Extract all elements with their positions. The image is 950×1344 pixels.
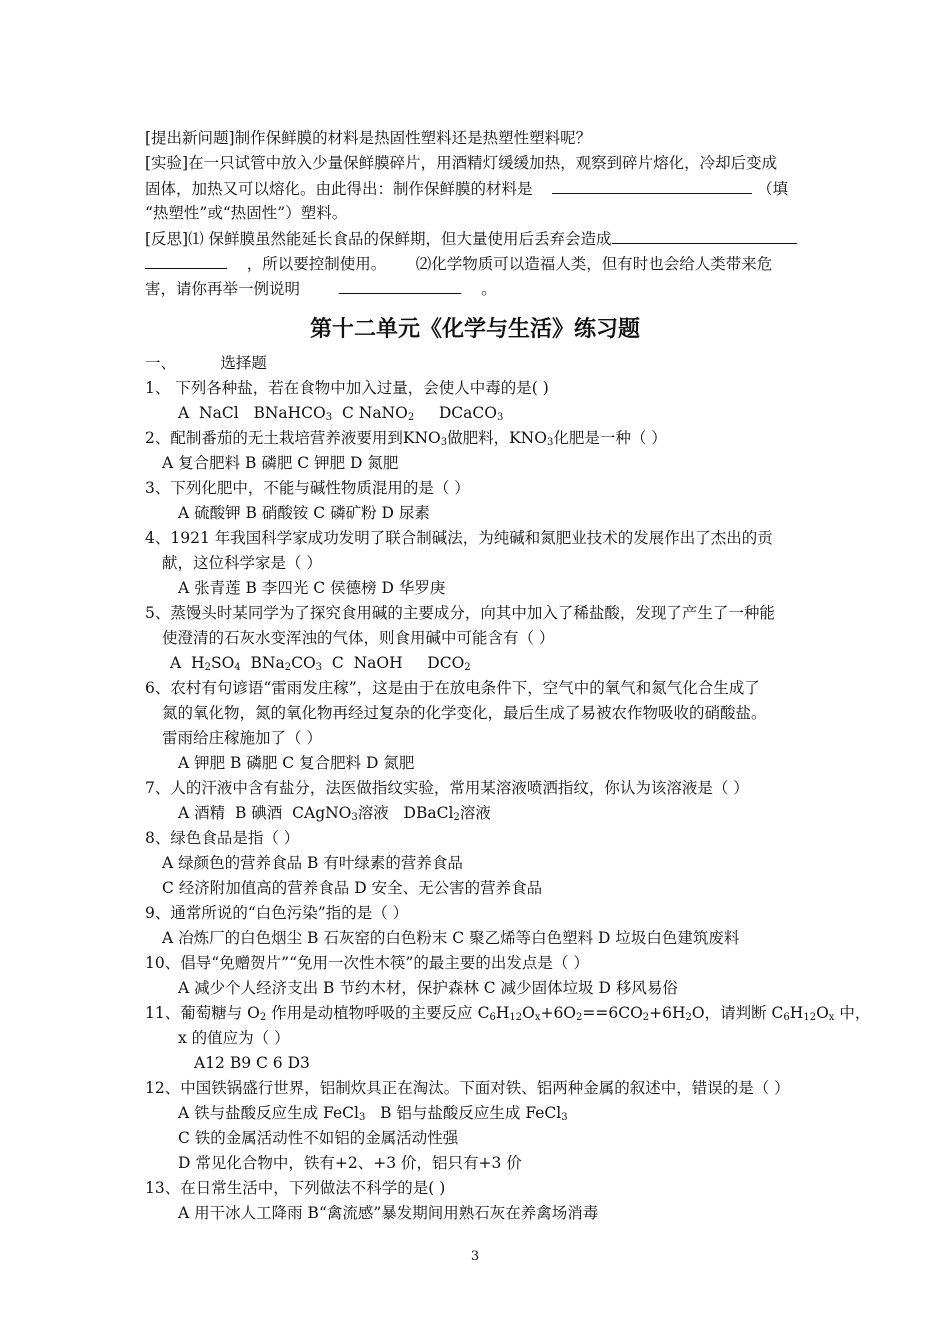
question-7: 7、人的汗液中含有盐分，法医做指纹实验，常用某溶液喷洒指纹，你认为该溶液是（ ） — [145, 779, 749, 797]
question-10: 10、倡导“免赠贺片”“免用一次性木筷”的最主要的出发点是（ ） — [145, 954, 589, 972]
intro-line-3: 固体，加热又可以熔化。由此得出：制作保鲜膜的材料是 （填 — [145, 180, 789, 198]
intro-line-2: [实验]在一只试管中放入少量保鲜膜碎片，用酒精灯缓缓加热，观察到碎片熔化，冷却后变成 — [145, 154, 778, 172]
question-2: 2、配制番茄的无土栽培营养液要用到$KNO_3$做肥料，$KNO_3$化肥是一种（ ） — [145, 429, 667, 448]
question-8-options-1: A 绿颜色的营养食品 B 有叶绿素的营养食品 — [162, 854, 463, 872]
question-11: 11、葡萄糖与 $O_2$ 作用是动植物呼吸的主要反应 $C_6H_{12}O_x+6O_2==6CO_2+6H_2O$，请判断 $C_6H_{12}O_x$ 中， — [145, 1004, 871, 1023]
answer-blank[interactable] — [612, 228, 797, 244]
question-6-cont-2: 雷雨给庄稼施加了（ ） — [162, 729, 322, 747]
question-6-options: A 钾肥 B 磷肥 C 复合肥料 D 氮肥 — [178, 754, 415, 772]
answer-blank[interactable] — [552, 178, 752, 194]
intro-line-5: [反思]⑴ 保鲜膜虽然能延长食品的保鲜期，但大量使用后丢弃会造成 — [145, 228, 797, 249]
question-8: 8、绿色食品是指（ ） — [145, 829, 300, 847]
question-10-options: A 减少个人经济支出 B 节约木材，保护森林 C 减少固体垃圾 D 移风易俗 — [178, 979, 678, 997]
question-11-options: A12 B9 C 6 D3 — [194, 1054, 310, 1072]
question-12: 12、中国铁锅盛行世界，铝制炊具正在淘汰。下面对铁、铝两种金属的叙述中，错误的是（ ） — [145, 1079, 790, 1097]
question-12-option-c: C 铁的金属活动性不如铝的金属活动性强 — [178, 1129, 459, 1147]
unit-title: 第十二单元《化学与生活》练习题 — [309, 317, 640, 342]
section-header: 一、 选择题 — [145, 354, 267, 372]
question-12-option-d: D 常见化合物中，铁有+2、+3 价，铝只有+3 价 — [178, 1154, 522, 1172]
page-number: 3 — [470, 1249, 480, 1264]
question-5-cont: 使澄清的石灰水变浑浊的气体，则食用碱中可能含有（ ） — [162, 629, 555, 647]
question-7-options: A 酒精 B 碘酒 CAgNO$_3$溶液 DBaCl$_2$溶液 — [178, 804, 491, 823]
question-13: 13、在日常生活中，下列做法不科学的是( ) — [145, 1179, 446, 1197]
question-5: 5、蒸馒头时某同学为了探究食用碱的主要成分，向其中加入了稀盐酸，发现了产生了一种能 — [145, 604, 775, 622]
question-11-cont: x 的值应为（ ） — [178, 1029, 290, 1047]
intro-line-1: [提出新问题]制作保鲜膜的材料是热固性塑料还是热塑性塑料呢？ — [145, 129, 592, 147]
answer-blank[interactable] — [339, 278, 461, 294]
question-4: 4、1921 年我国科学家成功发明了联合制碱法，为纯碱和氮肥业技术的发展作出了杰出的贡 — [145, 529, 773, 547]
question-4-options: A 张青莲 B 李四光 C 侯德榜 D 华罗庚 — [178, 579, 446, 597]
question-12-options-ab: A 铁与盐酸反应生成 FeCl$_3$ B 铝与盐酸反应生成 FeCl$_3$ — [178, 1104, 568, 1123]
question-6-cont-1: 氮的氧化物，氮的氧化物再经过复杂的化学变化，最后生成了易被农作物吸收的硝酸盐。 — [162, 704, 767, 722]
question-5-options: A $H_2SO_4$ $BNa_2CO_3$ C NaOH $DCO_2$ — [170, 654, 471, 673]
question-9: 9、通常所说的“白色污染”指的是（ ） — [145, 904, 409, 922]
question-8-options-2: C 经济附加值高的营养食品 D 安全、无公害的营养食品 — [162, 879, 543, 897]
question-3: 3、下列化肥中，不能与碱性物质混用的是（ ） — [145, 479, 470, 497]
question-6: 6、农村有句谚语“雷雨发庄稼”，这是由于在放电条件下，空气中的氧气和氮气化合生成了 — [145, 679, 760, 697]
question-9-options: A 冶炼厂的白色烟尘 B 石灰窑的白色粉末 C 聚乙烯等白色塑料 D 垃圾白色建筑废料 — [162, 929, 740, 947]
intro-line-7: 害，请你再举一例说明 。 — [145, 280, 497, 298]
question-3-options: A 硫酸钾 B 硝酸铵 C 磷矿粉 D 尿素 — [178, 504, 430, 522]
intro-line-6: ，所以要控制使用。 ⑵化学物质可以造福人类，但有时也会给人类带来危 — [145, 253, 772, 274]
question-4-cont: 献，这位科学家是（ ） — [162, 554, 322, 572]
question-1-options: A NaCl BNaHCO$_3$ C NaNO$_2$ DCaCO$_3$ — [178, 404, 504, 423]
intro-line-4: “热塑性”或“热固性”）塑料。 — [145, 204, 348, 222]
question-13-options: A 用干冰人工降雨 B“禽流感”暴发期间用熟石灰在养禽场消毒 — [178, 1204, 599, 1222]
question-1: 1、 下列各种盐，若在食物中加入过量，会使人中毒的是( ) — [145, 379, 549, 397]
answer-blank[interactable] — [145, 253, 227, 269]
question-2-options: A 复合肥料 B 磷肥 C 钾肥 D 氮肥 — [162, 454, 399, 472]
